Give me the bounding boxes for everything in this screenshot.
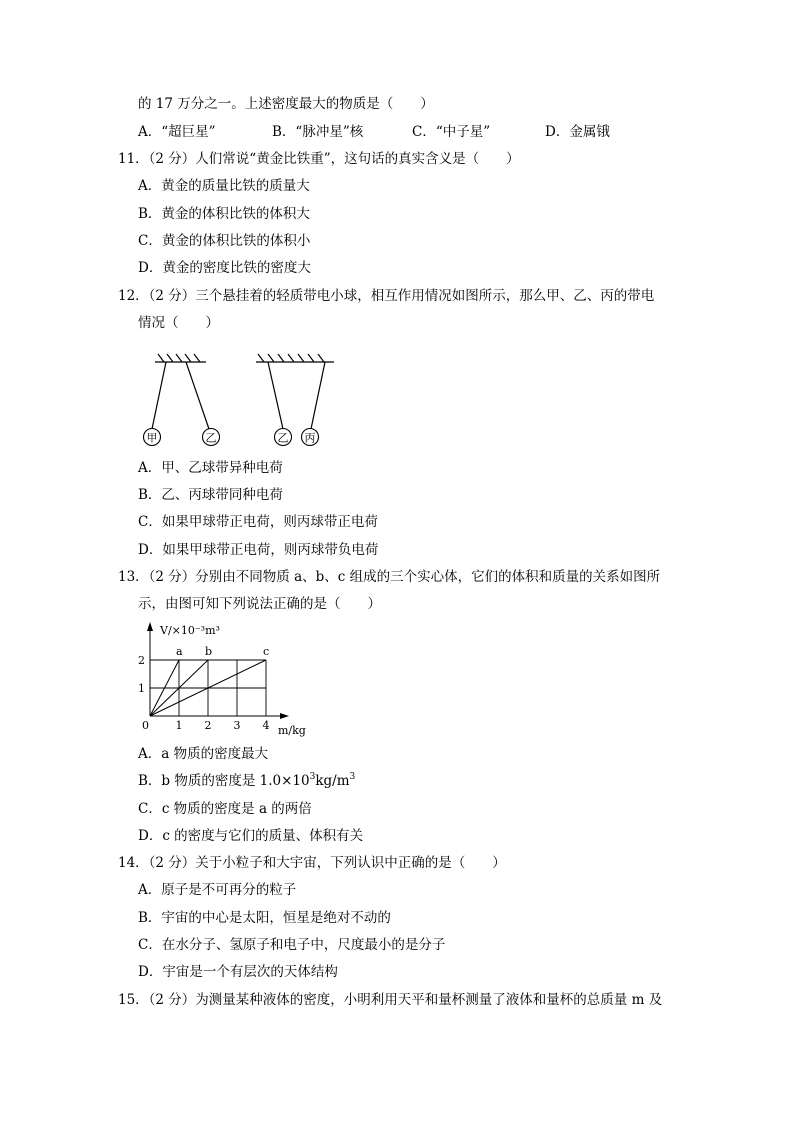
q10-stem-tail: 的 17 万分之一。上述密度最大的物质是（ ） <box>138 96 434 112</box>
series-label-a: a <box>176 645 183 658</box>
q13-option-b[interactable] <box>138 772 355 790</box>
q12-stem-line1: 12．（2 分）三个悬挂着的轻质带电小球，相互作用情况如图所示，那么甲、乙、丙的带电 <box>118 288 655 304</box>
q13-option-b-exponent: 3 <box>309 772 316 782</box>
q14-option-b[interactable]: B．宇宙的中心是太阳，恒星是绝对不动的 <box>138 910 391 926</box>
q12-option-b[interactable]: B．乙、丙球带同种电荷 <box>138 487 283 503</box>
q13-option-d[interactable]: D．c 的密度与它们的质量、体积有关 <box>138 828 364 844</box>
y-axis-label: V/×10⁻³m³ <box>160 624 220 637</box>
series-label-c: c <box>263 645 270 658</box>
series-label-b: b <box>205 645 213 658</box>
q14-option-d[interactable]: D．宇宙是一个有层次的天体结构 <box>138 964 338 980</box>
y-tick-label: 1 <box>138 682 145 695</box>
x-axis-arrow <box>280 713 289 719</box>
q12-option-d[interactable]: D．如果甲球带正电荷，则丙球带负电荷 <box>138 542 379 558</box>
q13-option-b-unit: kg/m <box>315 773 350 789</box>
q12-stem-line2: 情况（ ） <box>138 315 219 331</box>
q14-option-a[interactable]: A．原子是不可再分的粒子 <box>138 882 297 898</box>
q13-stem-line2: 示，由图可知下列说法正确的是（ ） <box>138 596 381 612</box>
q11-option-d[interactable]: D．黄金的密度比铁的密度大 <box>138 260 311 276</box>
q13-stem-line1: 13．（2 分）分别由不同物质 a、b、c 组成的三个实心体，它们的体积和质量的关系如图所 <box>118 569 661 585</box>
svg-text:乙: 乙 <box>205 431 217 445</box>
q12-option-a[interactable]: A．甲、乙球带异种电荷 <box>138 460 283 476</box>
q12-option-c[interactable]: C．如果甲球带正电荷，则丙球带正电荷 <box>138 514 378 530</box>
svg-text:丙: 丙 <box>304 431 316 445</box>
q11-option-a[interactable]: A．黄金的质量比铁的质量大 <box>138 178 310 194</box>
svg-text:乙: 乙 <box>277 431 289 445</box>
q14-option-c[interactable]: C．在水分子、氢原子和电子中，尺度最小的是分子 <box>138 937 446 953</box>
q10-option-c[interactable]: C．“中子星” <box>412 124 491 140</box>
y-tick-label: 2 <box>138 654 145 667</box>
q10-option-a[interactable]: A．“超巨星” <box>138 124 216 140</box>
x-axis-label: m/kg <box>278 724 306 737</box>
q13-option-b-prefix: B．b 物质的密度是 1.0×10 <box>138 773 310 789</box>
q13-option-b-unit-exponent: 3 <box>349 772 356 782</box>
q15-stem: 15．（2 分）为测量某种液体的密度，小明利用天平和量杯测量了液体和量杯的总质量 m 及 <box>118 992 663 1008</box>
q10-option-b[interactable]: B．“脉冲星”核 <box>272 124 364 140</box>
x-tick-label: 3 <box>233 719 241 732</box>
x-tick-label: 1 <box>175 719 183 732</box>
x-tick-label: 2 <box>204 719 212 732</box>
q10-option-d[interactable]: D．金属锇 <box>545 124 610 140</box>
x-tick-label: 4 <box>262 719 270 732</box>
svg-text:甲: 甲 <box>146 431 158 445</box>
origin-label: 0 <box>142 719 149 732</box>
q13-option-a[interactable]: A．a 物质的密度最大 <box>138 746 269 762</box>
q14-stem: 14．（2 分）关于小粒子和大宇宙，下列认识中正确的是（ ） <box>118 855 506 871</box>
q11-stem: 11．（2 分）人们常说“黄金比铁重”，这句话的真实含义是（ ） <box>118 151 520 167</box>
y-axis-arrow <box>147 622 153 631</box>
q13-option-c[interactable]: C．c 物质的密度是 a 的两倍 <box>138 801 312 817</box>
q11-option-b[interactable]: B．黄金的体积比铁的体积大 <box>138 206 310 222</box>
q11-option-c[interactable]: C．黄金的体积比铁的体积小 <box>138 233 311 249</box>
